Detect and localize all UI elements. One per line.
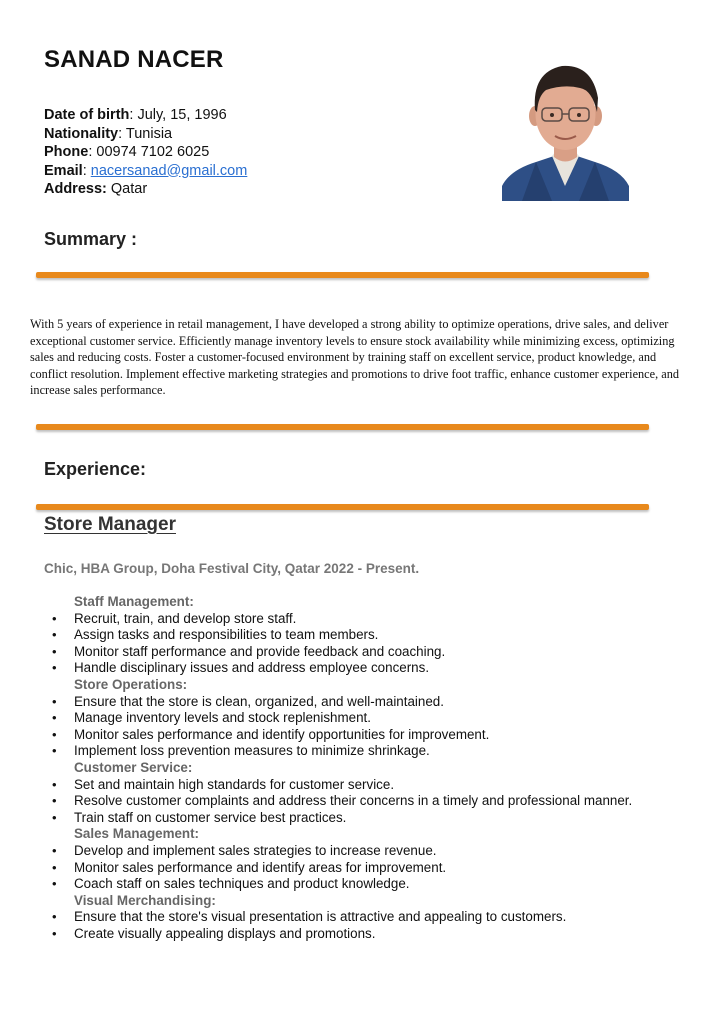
duty-list-item: • Monitor sales performance and identify opportunities for improvement. xyxy=(52,727,702,744)
duty-list-item: • Develop and implement sales strategies to increase revenue. xyxy=(52,843,702,860)
profile-photo-illustration xyxy=(502,58,629,201)
info-row xyxy=(44,180,247,199)
info-label: Email xyxy=(44,162,83,179)
duty-list-item: • Assign tasks and responsibilities to team members. xyxy=(52,627,702,644)
duty-group-title: Customer Service: xyxy=(74,759,193,775)
profile-photo xyxy=(502,58,629,201)
info-separator: : xyxy=(82,162,91,179)
personal-info xyxy=(44,106,247,199)
duty-list-item: • Implement loss prevention measures to minimize shrinkage. xyxy=(52,743,702,760)
info-row xyxy=(44,106,247,125)
summary-heading: Summary : xyxy=(44,229,138,249)
info-row xyxy=(44,125,247,144)
info-separator: : xyxy=(118,125,126,142)
info-label: Date of birth xyxy=(44,107,130,123)
duty-list-item: • Resolve customer complaints and address their concerns in a timely and professional manner. xyxy=(52,793,702,810)
duty-list-item: • Coach staff on sales techniques and product knowledge. xyxy=(52,876,702,893)
duty-list-item: • Set and maintain high standards for customer service. xyxy=(52,777,702,794)
duty-list-item: • Create visually appealing displays and promotions. xyxy=(52,926,702,943)
duty-list-item: • Recruit, train, and develop store staff. xyxy=(52,611,702,628)
info-separator: : xyxy=(129,107,138,123)
info-label: Address: xyxy=(44,181,107,197)
job-duties xyxy=(52,594,702,942)
summary-text: With 5 years of experience in retail management, I have developed a strong ability to optimize operations, drive sales, and deliver exceptional customer service. Efficiently manage inventory levels to ensure stock availability while minimizing excess, optimizing sales and reducing costs. Foster a customer-focused environment by training staff on excellent service, product knowledge, and conflict resolution. Implement effective marketing strategies and promotions to drive foot traffic, enhance customer experience, and increase sales performance. xyxy=(30,317,679,397)
duty-list-item: • Train staff on customer service best practices. xyxy=(52,810,702,827)
info-value: July, 15, 1996 xyxy=(137,107,227,123)
candidate-name: SANAD NACER xyxy=(44,46,224,73)
info-value: Tunisia xyxy=(125,125,173,142)
summary-divider-bottom xyxy=(36,424,649,430)
info-label: Nationality xyxy=(44,125,119,142)
info-separator: : xyxy=(88,144,97,160)
job-company-line: Chic, HBA Group, Doha Festival City, Qatar 2022 - Present. xyxy=(44,561,420,576)
job-title: Store Manager xyxy=(44,514,176,535)
duty-group-title: Visual Merchandising: xyxy=(74,892,216,908)
info-label: Phone xyxy=(44,144,89,160)
duty-list-item: • Monitor staff performance and provide feedback and coaching. xyxy=(52,644,702,661)
duty-list-item: • Manage inventory levels and stock replenishment. xyxy=(52,710,702,727)
duty-list-item: • Ensure that the store's visual presentation is attractive and appealing to customers. xyxy=(52,909,702,926)
experience-divider xyxy=(36,504,649,510)
info-value: 00974 7102 6025 xyxy=(96,144,210,160)
duty-group-title: Staff Management: xyxy=(74,594,194,609)
info-row xyxy=(44,162,247,181)
summary-divider-top xyxy=(36,272,649,278)
duty-list-item: • Handle disciplinary issues and address employee concerns. xyxy=(52,660,702,677)
duty-group-title: Sales Management: xyxy=(74,826,200,842)
email-link[interactable]: nacersanad@gmail.com xyxy=(90,162,248,179)
info-row xyxy=(44,143,247,162)
duty-list-item: • Monitor sales performance and identify areas for improvement. xyxy=(52,860,702,877)
duty-list-item: • Ensure that the store is clean, organized, and well-maintained. xyxy=(52,694,702,711)
experience-heading: Experience: xyxy=(44,459,147,479)
duty-group-title: Store Operations: xyxy=(74,676,188,692)
info-value: Qatar xyxy=(110,181,148,197)
